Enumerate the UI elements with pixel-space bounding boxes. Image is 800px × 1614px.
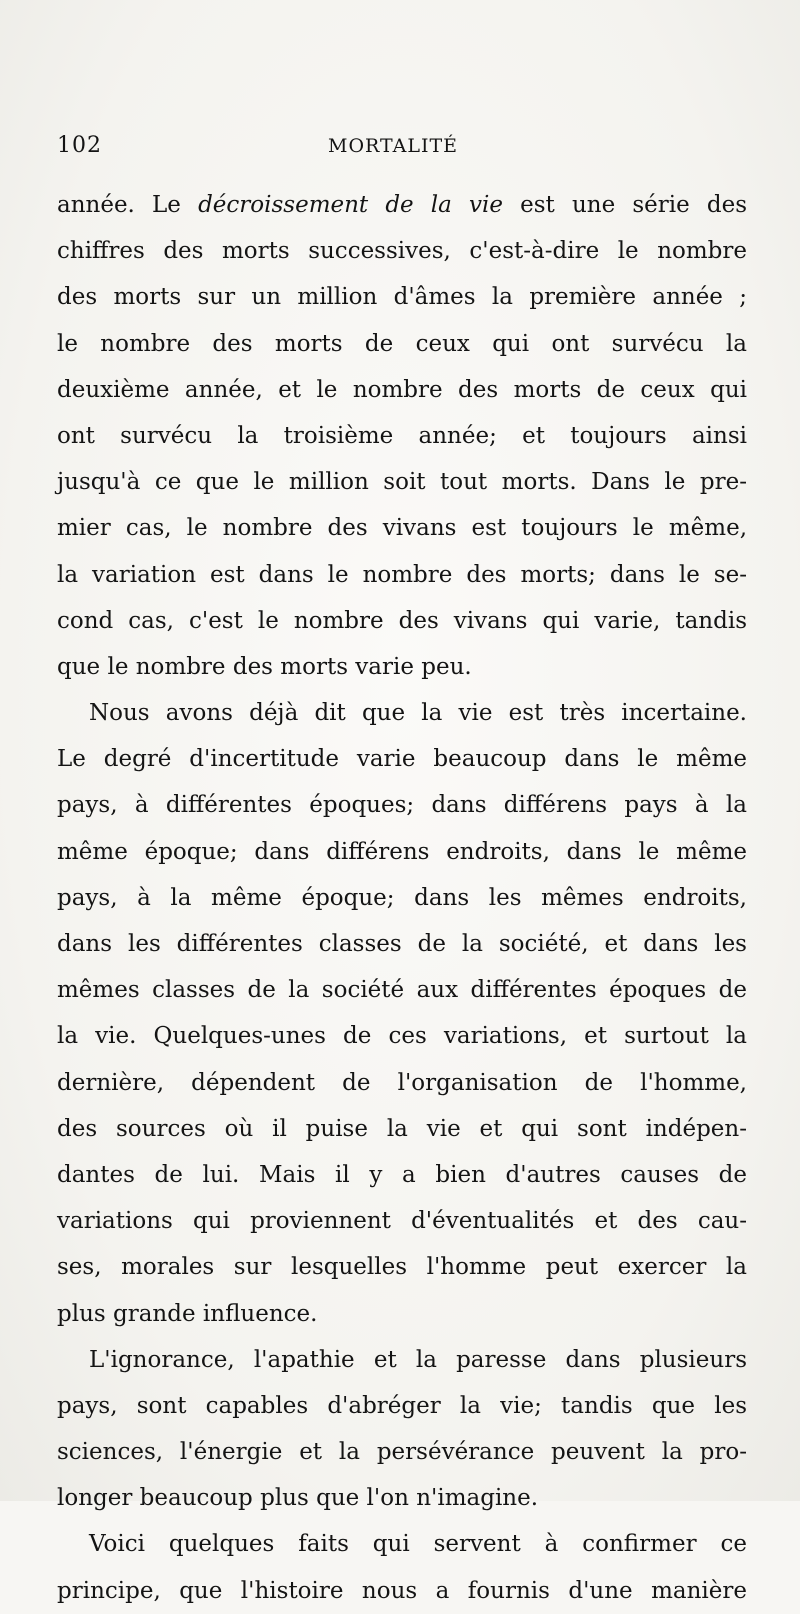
text-line: dernière, dépendent de l'organisation de l'homme, (57, 1069, 747, 1096)
paragraph (57, 690, 747, 1337)
paragraph (57, 182, 747, 690)
text-line: le nombre des morts de ceux qui ont survécu la (57, 330, 747, 357)
text-line: longer beaucoup plus que l'on n'imagine. (57, 1485, 539, 1512)
text-line: sciences, l'énergie et la persévérance peuvent la pro- (57, 1439, 747, 1466)
text-line: dantes de lui. Mais il y a bien d'autres causes de (57, 1161, 747, 1188)
text-line: pays, à la même époque; dans les mêmes endroits, (57, 884, 747, 911)
text-line: la variation est dans le nombre des morts; dans le se- (57, 561, 747, 588)
text-line: des sources où il puise la vie et qui sont indépen- (57, 1115, 747, 1142)
text-line: principe, que l'histoire nous a fournis d'une manière (57, 1577, 747, 1604)
paragraph (57, 1521, 747, 1613)
text-line: dans les différentes classes de la société, et dans les (57, 931, 747, 957)
text-line: année. Le décroissement de la vie est une série des (57, 192, 747, 218)
text-line: variations qui proviennent d'éventualités et des cau- (57, 1208, 747, 1235)
emphasis-text: décroissement de la vie (198, 192, 503, 218)
text-line: Le degré d'incertitude varie beaucoup dans le même (57, 746, 747, 773)
page-number: 102 (57, 133, 102, 158)
text-line: mêmes classes de la société aux différentes époques de (57, 977, 747, 1004)
text-line: des morts sur un million d'âmes la première année ; (57, 284, 747, 311)
text-line: Nous avons déjà dit que la vie est très incertaine. (89, 700, 747, 727)
text-line: ses, morales sur lesquelles l'homme peut exercer la (57, 1254, 747, 1281)
text-line: plus grande influence. (57, 1300, 318, 1327)
body-text (57, 182, 747, 1614)
text-line: que le nombre des morts varie peu. (57, 653, 472, 680)
text-line: cond cas, c'est le nombre des vivans qui varie, tandis (57, 607, 747, 634)
text-line: pays, sont capables d'abréger la vie; tandis que les (57, 1392, 747, 1419)
page-header (0, 133, 800, 163)
text-line: pays, à différentes époques; dans différens pays à la (57, 792, 747, 819)
text-line: la vie. Quelques-unes de ces variations, et surtout la (57, 1023, 747, 1050)
text-line: jusqu'à ce que le million soit tout morts. Dans le pre- (57, 469, 747, 496)
text-line: même époque; dans différens endroits, dans le même (57, 838, 747, 865)
paragraph (57, 1337, 747, 1522)
text-line: mier cas, le nombre des vivans est toujours le même, (57, 515, 747, 542)
text-line: deuxième année, et le nombre des morts de ceux qui (57, 376, 747, 403)
text-line: Voici quelques faits qui servent à confirmer ce (89, 1531, 747, 1558)
running-title: MORTALITÉ (328, 135, 459, 157)
text-line: ont survécu la troisième année; et toujours ainsi (57, 422, 747, 449)
text-line: chiffres des morts successives, c'est-à-dire le nombre (57, 238, 747, 265)
text-line: L'ignorance, l'apathie et la paresse dans plusieurs (89, 1346, 747, 1373)
